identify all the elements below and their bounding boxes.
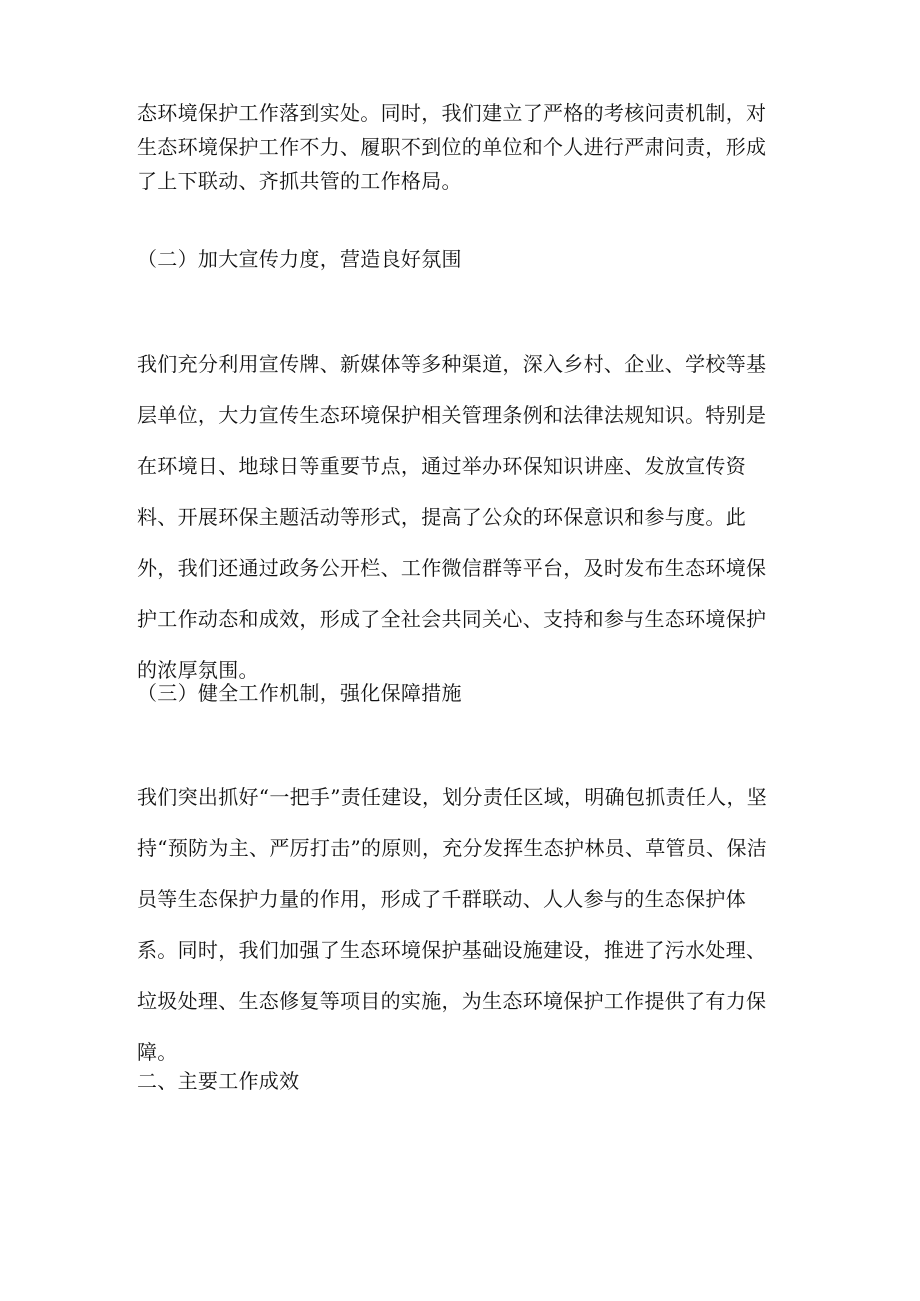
paragraph-mechanism: 我们突出抓好“一把手”责任建设，划分责任区域，明确包抓责任人，坚持“预防为主、严厉打击”的原则，充分发挥生态护林员、草管员、保洁员等生态保护力量的作用，形成了千群联动、人人参与的生态保护体系。同时，我们加强了生态环境保护基础设施建设，推进了污水处理、垃圾处理、生态修复等项目的实施，为生态环境保护工作提供了有力保障。 [137,785,768,1064]
section-heading-results: 二、主要工作成效 [137,1069,300,1093]
heading-publicity: （二）加大宣传力度，营造良好氛围 [137,247,462,271]
paragraph-publicity: 我们充分利用宣传牌、新媒体等多种渠道，深入乡村、企业、学校等基层单位，大力宣传生态环境保护相关管理条例和法律法规知识。特别是在环境日、地球日等重要节点，通过举办环保知识讲座、发放宣传资料、开展环保主题活动等形式，提高了公众的环保意识和参与度。此外，我们还通过政务公开栏、工作微信群等平台，及时发布生态环境保护工作动态和成效，形成了全社会共同关心、支持和参与生态环境保护的浓厚氛围。 [137,352,767,682]
paragraph-accountability: 态环境保护工作落到实处。同时，我们建立了严格的考核问责机制，对生态环境保护工作不力、履职不到位的单位和个人进行严肃问责，形成了上下联动、齐抓共管的工作格局。 [137,101,767,193]
heading-mechanism: （三）健全工作机制，强化保障措施 [137,681,462,705]
